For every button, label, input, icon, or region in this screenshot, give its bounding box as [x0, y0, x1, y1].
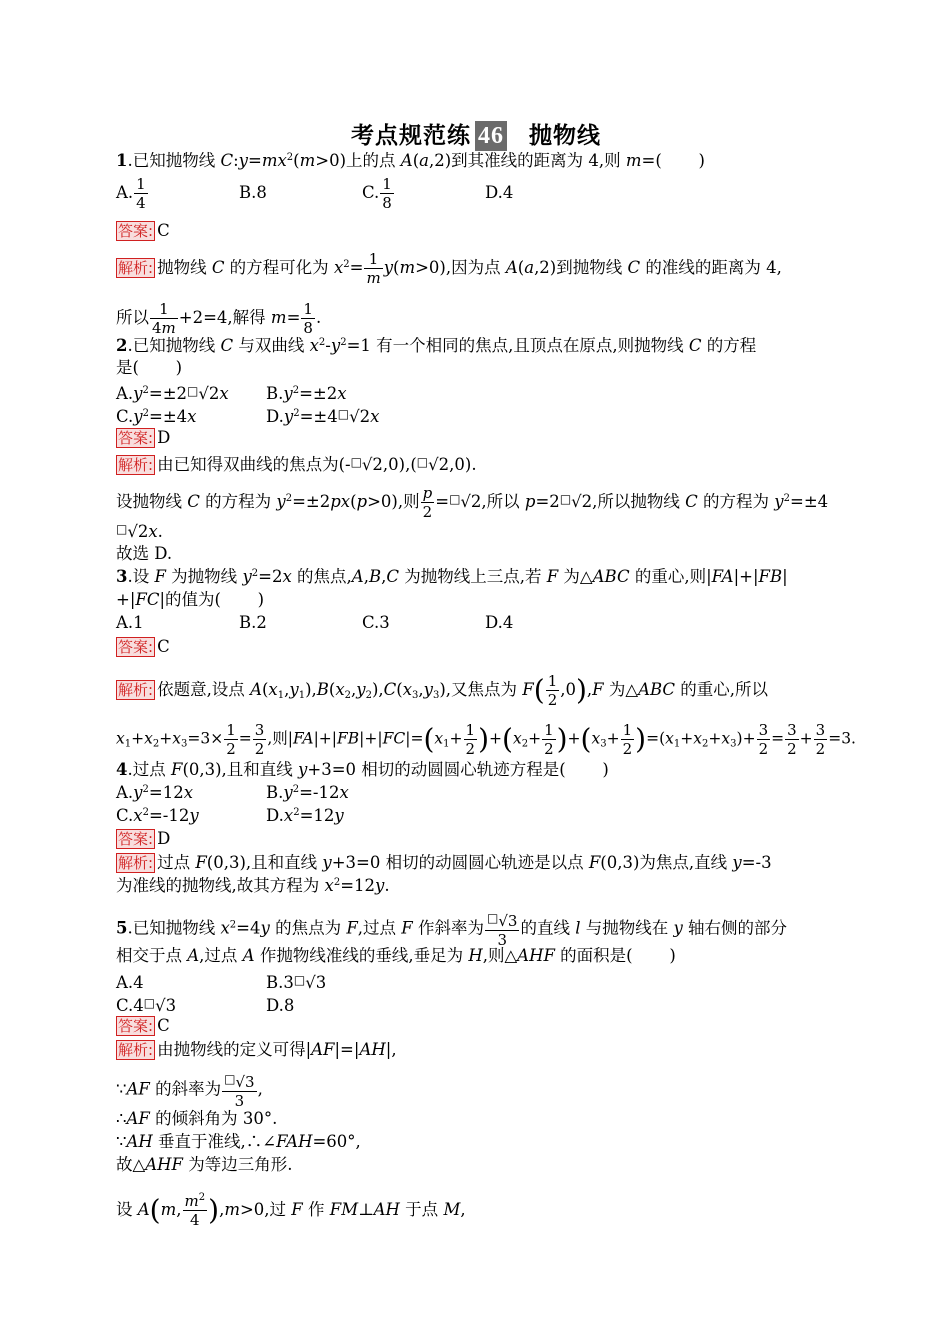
q5-options-2: C.4□√3 D.8: [116, 996, 295, 1015]
q5-analysis-2: ∵AF 的斜率为 $\frac{^□√3}{3}$ ,: [116, 1072, 263, 1110]
q3-analysis-1: 解析: 依题意,设点 $A(x_1,y_1),B(x_2,y_2),C(x_3,y_3)$,又焦点为 F( $\frac{1}{2}$ ,0),F 为△ABC 的重心,所以: [118, 672, 769, 709]
title-right: 抛物线: [529, 123, 601, 149]
title-number: 46: [475, 121, 507, 151]
q2-analysis-2: 设抛物线 C 的方程为 $y^2=\pm 2px(p>0)$,则 $\frac{p}{2}$ =□√2,所以 p=2□√2,所以抛物线 C 的方程为 $y^2=\pm 4$: [116, 484, 829, 521]
q2-conclusion: 故选 D.: [116, 544, 173, 563]
q3-analysis-2: $x_1+x_2+x_3=3\times$ $\frac{1}{2}$ = $\frac{3}{2}$ ,则$|FA|+|FB|+|FC|=(x_1+$ $\frac{1}{2}$ )$+(x_2+$ $\frac{1}{2}$ )$+(x_3+$ $\frac{1}{2}$ )$=(x_1+x_2+x_3)+$ $\frac{3}{2}$ = $\frac{3}{2}$ + $\frac{3}{2}$ =3.: [116, 721, 856, 758]
q3-answer: 答案: C: [118, 637, 170, 656]
q2-answer: 答案: D: [118, 428, 171, 447]
q3-stem-2: +|FC|的值为( ): [116, 590, 265, 609]
q4-stem: 4.过点 F(0,3),且和直线 y+3=0 相切的动圆圆心轨迹方程是( ): [116, 760, 609, 779]
q3-options: A.1 B.2 C.3 D.4: [116, 613, 514, 632]
q5-stem-1: 5.已知抛物线 $x^2=4y$ 的焦点为 F,过点 F 作斜率为 $\frac{^□√3}{3}$ 的直线 l 与抛物线在 y 轴右侧的部分: [116, 911, 788, 949]
q5-analysis-4: ∵AH 垂直于准线,∴∠FAH=60°,: [116, 1132, 361, 1151]
answer-label: 答案:: [118, 429, 154, 447]
q2-options-2: $C.y^2=\pm 4x$ $D.y^2=\pm 4^□√2x$: [116, 407, 380, 426]
q2-stem-1: 2.已知抛物线 C 与双曲线 $x^2-y^2=1$ 有一个相同的焦点,且顶点在原点,则抛物线 C 的方程: [116, 336, 757, 355]
q2-analysis-3: □√2x.: [116, 522, 163, 541]
answer-label: 答案:: [118, 830, 154, 848]
analysis-label: 解析:: [118, 681, 154, 699]
analysis-label: 解析:: [118, 456, 154, 474]
q3-stem-1: 3.设 F 为抛物线 $y^2=2x$ 的焦点,A,B,C 为抛物线上三点,若 F 为△ABC 的重心,则|FA|+|FB|: [116, 567, 788, 586]
q1-stem: 1.已知抛物线 $C:y=mx^2(m>0)$上的点 A(a,2)到其准线的距离为 4,则 m=( ): [116, 151, 705, 170]
q2-options-1: $A.y^2=\pm 2^□√2x$ $B.y^2=\pm 2x$: [116, 384, 347, 403]
q4-options-1: $A.y^2=12x$ $B.y^2=-12x$: [116, 783, 349, 802]
q5-stem-2: 相交于点 A,过点 A 作抛物线准线的垂线,垂足为 H,则△AHF 的面积是( ): [116, 946, 676, 965]
q4-analysis-1: 解析: 过点 F(0,3),且和直线 y+3=0 相切的动圆圆心轨迹是以点 F(0,3)为焦点,直线 y=-3: [118, 853, 772, 872]
q1-analysis-2: 所以 $\frac{1}{4m}$ +2=4,解得 m= $\frac{1}{8}$ .: [116, 300, 322, 337]
q2-stem-2: 是( ): [116, 358, 183, 377]
q5-answer: 答案: C: [118, 1016, 170, 1035]
analysis-label: 解析:: [118, 1041, 154, 1059]
q5-options-1: A.4 B.3□√3: [116, 973, 327, 992]
q5-analysis-6: 设 A(m, $\frac{m^2}{4}$ ),m>0,过 F 作 FM⊥AH 于点 M,: [116, 1192, 466, 1229]
title-left: 考点规范练: [350, 123, 471, 149]
q5-analysis-5: 故△AHF 为等边三角形.: [116, 1155, 293, 1174]
answer-label: 答案:: [118, 222, 154, 240]
answer-label: 答案:: [118, 1017, 154, 1035]
q5-analysis-1: 解析: 由抛物线的定义可得|AF|=|AH|,: [118, 1040, 397, 1059]
q1-analysis-1: 解析: 抛物线 C 的方程可化为 $x^2=$ $\frac{1}{m}$ y(m>0),因为点 A(a,2)到抛物线 C 的准线的距离为 4,: [118, 250, 782, 287]
q5-analysis-3: ∴AF 的倾斜角为 30°.: [116, 1109, 278, 1128]
q4-options-2: $C.x^2=-12y$ $D.x^2=12y$: [116, 806, 344, 825]
q4-answer: 答案: D: [118, 829, 171, 848]
analysis-label: 解析:: [118, 854, 154, 872]
q1-options: A. $\frac{1}{4}$ B.8 C. $\frac{1}{8}$ D.4: [116, 175, 514, 212]
page-title: [116, 117, 836, 151]
analysis-label: 解析:: [118, 259, 154, 277]
q2-analysis-1: 解析: 由已知得双曲线的焦点为(-□√2,0),(□√2,0).: [118, 455, 477, 474]
answer-label: 答案:: [118, 638, 154, 656]
q4-analysis-2: 为准线的抛物线,故其方程为 $x^2=12y$.: [116, 876, 390, 895]
q1-answer: 答案: C: [118, 221, 170, 240]
